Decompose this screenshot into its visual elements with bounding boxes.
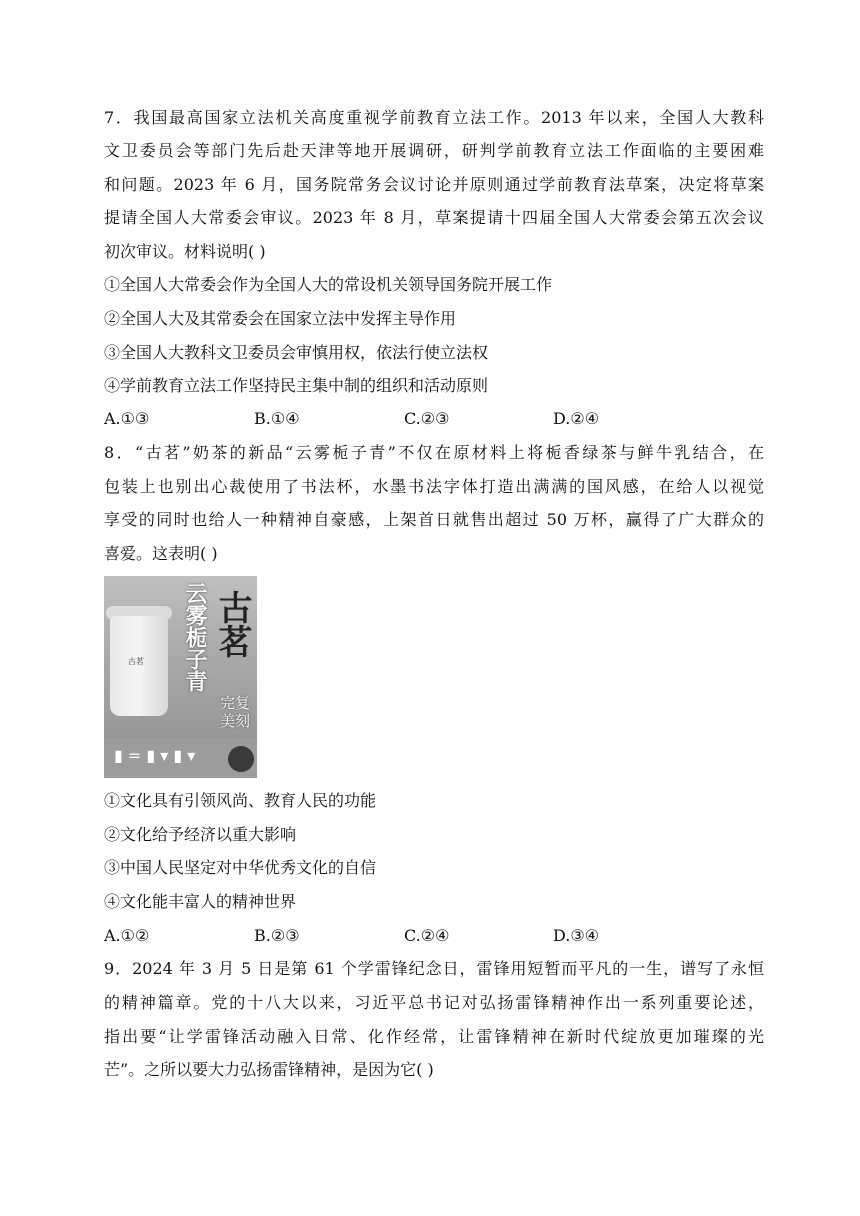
- question-9-stem-line: 指出要“让学雷锋活动融入日常、化作经常，让雷锋精神在新时代绽放更加璀璨的光: [104, 1027, 764, 1046]
- question-9-stem-line: 的精神篇章。党的十八大以来，习近平总书记对弘扬雷锋精神作出一系列重要论述，: [104, 993, 764, 1012]
- option-c[interactable]: C.②③: [404, 409, 450, 428]
- question-8-item: ①文化具有引领风尚、教育人民的功能: [104, 791, 377, 810]
- option-c[interactable]: C.②④: [404, 926, 450, 945]
- question-7-item: ②全国人大及其常委会在国家立法中发挥主导作用: [104, 309, 457, 328]
- question-7-stem-line: 文卫委员会等部门先后赴天津等地开展调研，研判学前教育立法工作面临的主要困难: [104, 141, 764, 160]
- question-8-item: ②文化给予经济以重大影响: [104, 825, 297, 844]
- question-8-stem-line: 包装上也别出心裁使用了书法杯，水墨书法字体打造出满满的国风感，在给人以视觉: [104, 477, 764, 496]
- question-9-stem-line: 芒”。之所以要大力弘扬雷锋精神，是因为它( ): [104, 1060, 434, 1079]
- option-d[interactable]: D.②④: [553, 409, 600, 428]
- cup-brand-text: 古茗: [128, 657, 144, 666]
- option-b[interactable]: B.②③: [254, 926, 300, 945]
- question-7-stem-line: 提请全国人大常委会审议。2023 年 8 月，草案提请十四届全国人大常委会第五次会议: [104, 208, 764, 227]
- question-8-item: ④文化能丰富人的精神世界: [104, 892, 297, 911]
- question-7-stem-line: 初次审议。材料说明( ): [104, 242, 266, 261]
- question-8-options: [104, 924, 664, 948]
- question-7-item: ③全国人大教科文卫委员会审慎用权，依法行使立法权: [104, 343, 489, 362]
- question-8-stem-line: 喜爱。这表明( ): [104, 544, 218, 563]
- slogan-text: 完复美刻: [220, 694, 251, 730]
- question-7-item: ①全国人大常委会作为全国人大的常设机关领导国务院开展工作: [104, 275, 553, 294]
- question-8-stem-line: 8．“古茗”奶茶的新品“云雾栀子青”不仅在原材料上将栀香绿茶与鲜牛乳结合，在: [104, 443, 764, 462]
- question-7-stem-line: 7．我国最高国家立法机关高度重视学前教育立法工作。2013 年以来，全国人大教科: [104, 108, 764, 127]
- question-8-stem-line: 享受的同时也给人一种精神自豪感，上架首日就售出超过 50 万杯，赢得了广大群众的: [104, 510, 764, 529]
- question-7-item: ④学前教育立法工作坚持民主集中制的组织和活动原则: [104, 376, 489, 395]
- option-b[interactable]: B.①④: [254, 409, 300, 428]
- ingredient-strip: [104, 738, 257, 778]
- product-name-text: 云雾栀子青: [182, 582, 208, 692]
- question-7-options: [104, 407, 664, 431]
- question-7-stem-line: 和问题。2023 年 6 月，国务院常务会议讨论并原则通过学前教育法草案，决定将草案: [104, 175, 764, 194]
- question-9-stem-line: 9．2024 年 3 月 5 日是第 61 个学雷锋纪念日，雷锋用短暂而平凡的一生，谱写了永恒: [104, 959, 764, 978]
- equals-icon: ▮ = ▮ ▾ ▮ ▾: [114, 746, 196, 765]
- option-a[interactable]: A.①③: [104, 409, 150, 428]
- question-8-item: ③中国人民坚定对中华优秀文化的自信: [104, 858, 377, 877]
- option-a[interactable]: A.①②: [104, 926, 150, 945]
- option-d[interactable]: D.③④: [553, 926, 600, 945]
- dark-circle-icon: [228, 746, 254, 772]
- brand-name-text: 古茗: [212, 590, 252, 658]
- product-poster-image: [104, 576, 257, 778]
